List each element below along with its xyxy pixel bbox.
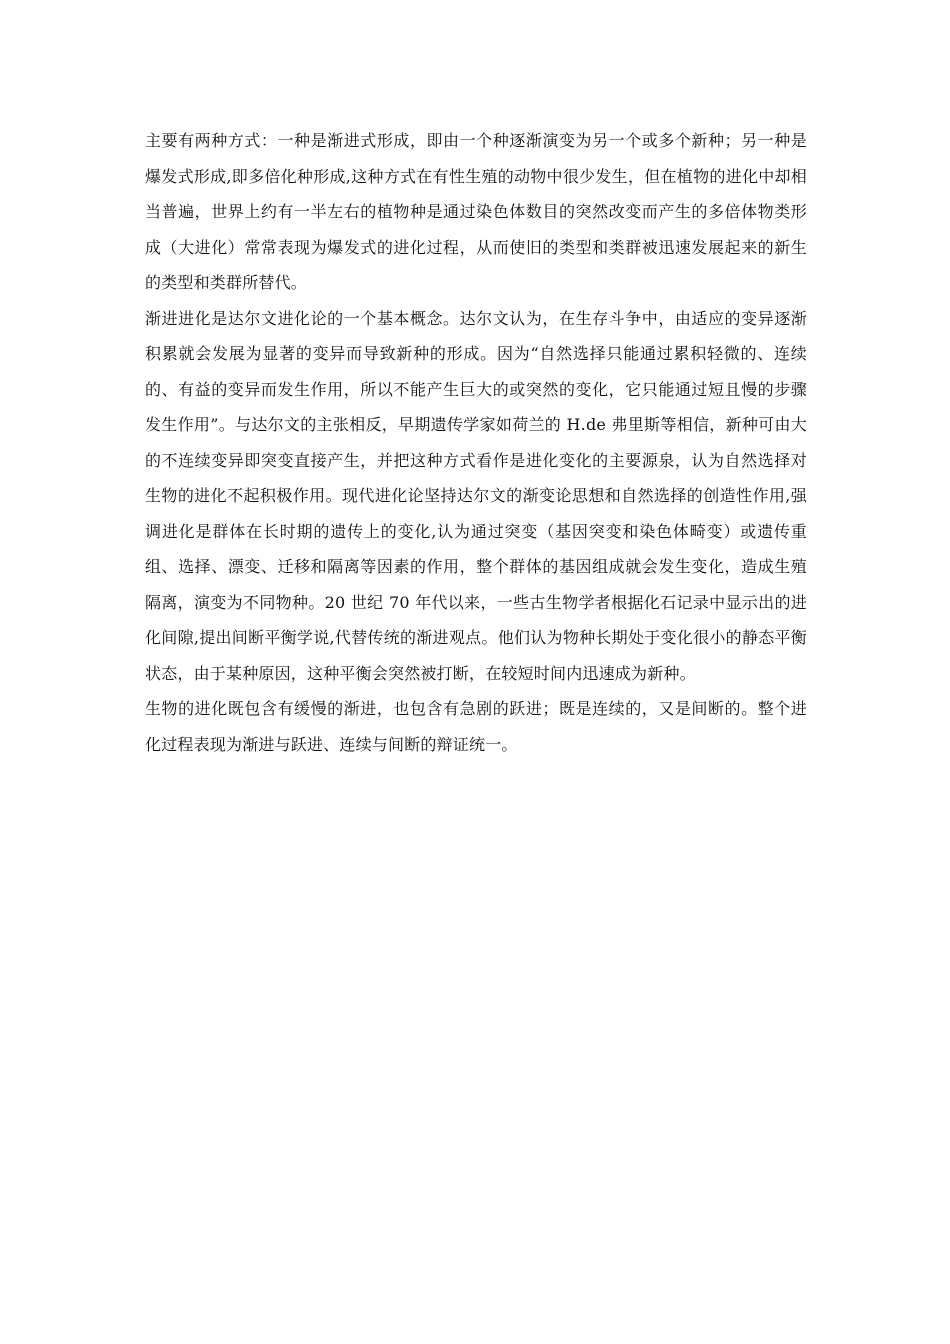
paragraph-conclusion: 生物的进化既包含有缓慢的渐进，也包含有急剧的跃进；既是连续的，又是间断的。整个进化过程表现为渐进与跃进、连续与间断的辩证统一。: [145, 699, 807, 754]
paragraph-gradual-evolution: 渐进进化是达尔文进化论的一个基本概念。达尔文认为，在生存斗争中，由适应的变异逐渐积累就会发展为显著的变异而导致新种的形成。因为“自然选择只能通过累积轻微的、连续的、有益的变异而发生作用，所以不能产生巨大的或突然的变化，它只能通过短且慢的步骤发生作用”。与达尔文的主张相反，早期遗传学家如荷兰的 H.de 弗里斯等相信，新种可由大的不连续变异即突变直接产生，并把这种方式看作是进化变化的主要源泉，认为自然选择对生物的进化不起积极作用。现代进化论坚持达尔文的渐变论思想和自然选择的创造性作用,强调进化是群体在长时期的遗传上的变化,认为通过突变（基因突变和染色体畸变）或遗传重组、选择、漂变、迁移和隔离等因素的作用，整个群体的基因组成就会发生变化，造成生殖隔离，演变为不同物种。20 世纪 70 年代以来，一些古生物学者根据化石记录中显示出的进化间隙,提出间断平衡学说,代替传统的渐进观点。他们认为物种长期处于变化很小的静态平衡状态，由于某种原因，这种平衡会突然被打断，在较短时间内迅速成为新种。: [145, 308, 807, 683]
document-body: [145, 123, 807, 762]
paragraph-speciation-modes: 主要有两种方式：一种是渐进式形成，即由一个种逐渐演变为另一个或多个新种；另一种是爆发式形成,即多倍化种形成,这种方式在有性生殖的动物中很少发生，但在植物的进化中却相当普遍，世界上约有一半左右的植物种是通过染色体数目的突然改变而产生的多倍体物类形成（大进化）常常表现为爆发式的进化过程，从而使旧的类型和类群被迅速发展起来的新生的类型和类群所替代。: [145, 131, 807, 292]
